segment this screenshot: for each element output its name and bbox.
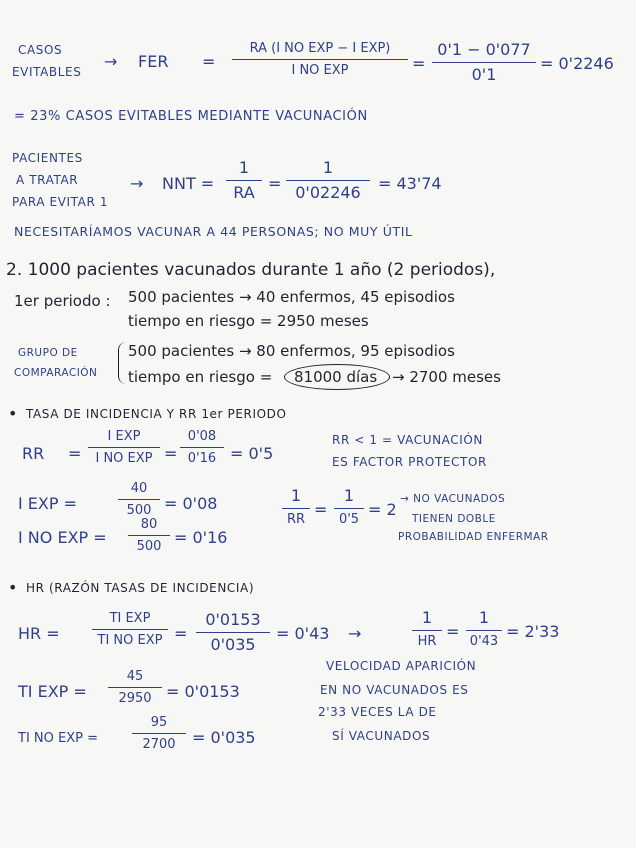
ti-no-exp-result: = 0'035 xyxy=(192,728,256,747)
nnt-result: = 43'74 xyxy=(378,174,442,193)
inverse-rr-values-fraction xyxy=(334,488,364,526)
ti-exp-numerator: 45 xyxy=(126,669,144,684)
hr-values-denominator: 0'035 xyxy=(210,635,256,654)
i-exp-denominator: 500 xyxy=(126,503,152,518)
rr-formula-fraction xyxy=(88,430,160,465)
fer-symbol: FER xyxy=(138,52,169,71)
comparison-group-line-1: 500 pacientes → 80 enfermos, 95 episodios xyxy=(128,342,455,360)
hr-formula-denominator: TI NO EXP xyxy=(97,633,163,648)
arrow-icon: → xyxy=(348,624,362,643)
comparison-group-line-2-prefix: tiempo en riesgo = xyxy=(128,368,273,386)
inverse-hr-values-denominator: 0'43 xyxy=(469,634,499,649)
i-no-exp-result: = 0'16 xyxy=(174,528,228,547)
fer-formula-fraction xyxy=(232,42,408,77)
ti-no-exp-numerator: 95 xyxy=(150,715,168,730)
comparison-group-circled-value: 81000 días xyxy=(294,368,378,386)
rr-symbol: RR xyxy=(22,444,45,463)
inverse-hr-denominator: HR xyxy=(417,634,437,649)
rr-values-fraction xyxy=(180,430,224,465)
ti-no-exp-denominator: 2700 xyxy=(142,737,176,752)
comparison-group-label-1: GRUPO DE xyxy=(18,347,78,359)
hr-values-fraction xyxy=(196,612,270,653)
hr-heading: HR (RAZÓN TASAS DE INCIDENCIA) xyxy=(26,581,255,595)
nnt-values-fraction xyxy=(286,160,370,201)
inverse-hr-result: = 2'33 xyxy=(506,622,560,641)
casos-evitables-conclusion: = 23% CASOS EVITABLES MEDIANTE VACUNACIÓN xyxy=(14,109,368,124)
nnt-formula-numerator: 1 xyxy=(238,158,250,177)
inverse-rr-fraction xyxy=(282,488,310,526)
arrow-icon: → xyxy=(130,174,144,193)
i-no-exp-fraction xyxy=(128,518,170,553)
brace-icon xyxy=(118,342,127,384)
casos-evitables-label-1: CASOS xyxy=(18,43,63,57)
arrow-icon: → xyxy=(104,52,118,71)
equals-sign: = xyxy=(268,174,282,193)
equals-sign: = xyxy=(314,500,328,519)
i-exp-fraction xyxy=(118,482,160,517)
i-exp-numerator: 40 xyxy=(130,481,148,496)
nnt-conclusion: NECESITARÍAMOS VACUNAR A 44 PERSONAS; NO MUY ÚTIL xyxy=(14,224,413,239)
inverse-hr-numerator: 1 xyxy=(421,608,433,627)
comparison-group-line-2-suffix: → 2700 meses xyxy=(392,368,501,386)
i-no-exp-numerator: 80 xyxy=(140,517,158,532)
hr-formula-numerator: TI EXP xyxy=(109,611,151,626)
hr-result: = 0'43 xyxy=(276,624,330,643)
study-title: 2. 1000 pacientes vacunados durante 1 año (2 periodos), xyxy=(6,260,496,280)
rr-values-numerator: 0'08 xyxy=(187,429,217,444)
nnt-values-denominator: 0'02246 xyxy=(295,183,361,202)
pacientes-label-2: A TRATAR xyxy=(16,173,79,187)
hr-note-line-1: VELOCIDAD APARICIÓN xyxy=(326,659,477,673)
inverse-rr-note-line-1: → NO VACUNADOS xyxy=(400,493,506,505)
inverse-rr-denominator: RR xyxy=(286,512,306,527)
i-no-exp-denominator: 500 xyxy=(136,539,162,554)
fer-result: = 0'2246 xyxy=(540,54,614,73)
inverse-rr-note-line-3: PROBABILIDAD ENFERMAR xyxy=(398,531,549,543)
first-period-label: 1er periodo : xyxy=(14,292,111,310)
fer-values-numerator: 0'1 − 0'077 xyxy=(437,40,531,59)
inverse-rr-values-numerator: 1 xyxy=(343,486,355,505)
nnt-formula-fraction xyxy=(226,160,262,201)
inverse-rr-values-denominator: 0'5 xyxy=(338,512,360,527)
equals-sign: = xyxy=(164,444,178,463)
hr-values-numerator: 0'0153 xyxy=(205,610,261,629)
bullet-icon: • xyxy=(8,404,18,423)
ti-exp-fraction xyxy=(108,670,162,705)
hr-note-line-2: EN NO VACUNADOS ES xyxy=(320,683,469,697)
i-exp-result: = 0'08 xyxy=(164,494,218,513)
equals-sign: = xyxy=(412,54,426,73)
rr-values-denominator: 0'16 xyxy=(187,451,217,466)
inverse-hr-fraction xyxy=(412,610,442,648)
fer-values-fraction xyxy=(432,42,536,83)
i-exp-symbol: I EXP = xyxy=(18,494,78,513)
ti-no-exp-symbol: TI NO EXP = xyxy=(18,731,98,746)
inverse-hr-values-fraction xyxy=(466,610,502,648)
ti-exp-denominator: 2950 xyxy=(118,691,152,706)
nnt-symbol: NNT = xyxy=(162,174,215,193)
inverse-rr-note-line-2: TIENEN DOBLE xyxy=(412,513,496,525)
ti-no-exp-fraction xyxy=(132,716,186,751)
nnt-values-numerator: 1 xyxy=(322,158,334,177)
pacientes-label-1: PACIENTES xyxy=(12,151,83,165)
equals-sign: = xyxy=(202,52,216,71)
nnt-formula-denominator: RA xyxy=(233,183,255,202)
casos-evitables-label-2: EVITABLES xyxy=(12,65,82,79)
hr-note-line-3: 2'33 VECES LA DE xyxy=(318,705,437,719)
equals-sign: = xyxy=(174,624,188,643)
rr-note-line-1: RR < 1 = VACUNACIÓN xyxy=(332,433,483,447)
bullet-icon: • xyxy=(8,578,18,597)
ti-exp-symbol: TI EXP = xyxy=(18,682,87,701)
rr-note-line-2: ES FACTOR PROTECTOR xyxy=(332,455,487,469)
i-no-exp-symbol: I NO EXP = xyxy=(18,528,107,547)
rr-formula-numerator: I EXP xyxy=(107,429,141,444)
first-period-line-2: tiempo en riesgo = 2950 meses xyxy=(128,312,369,330)
equals-sign: = xyxy=(68,444,82,463)
rr-formula-denominator: I NO EXP xyxy=(95,451,153,466)
fer-values-denominator: 0'1 xyxy=(471,65,497,84)
hr-formula-fraction xyxy=(92,612,168,647)
hr-note-line-4: SÍ VACUNADOS xyxy=(332,729,431,743)
comparison-group-label-2: COMPARACIÓN xyxy=(14,367,98,379)
inverse-rr-numerator: 1 xyxy=(290,486,302,505)
pacientes-label-3: PARA EVITAR 1 xyxy=(12,195,109,209)
ti-exp-result: = 0'0153 xyxy=(166,682,240,701)
rr-result: = 0'5 xyxy=(230,444,274,463)
inverse-hr-values-numerator: 1 xyxy=(478,608,490,627)
fer-formula-denominator: I NO EXP xyxy=(291,63,349,78)
fer-formula-numerator: RA (I NO EXP − I EXP) xyxy=(249,41,391,56)
incidence-rr-heading: TASA DE INCIDENCIA Y RR 1er PERIODO xyxy=(26,407,287,421)
inverse-rr-result: = 2 xyxy=(368,500,397,519)
hr-symbol: HR = xyxy=(18,624,60,643)
first-period-line-1: 500 pacientes → 40 enfermos, 45 episodios xyxy=(128,288,455,306)
equals-sign: = xyxy=(446,622,460,641)
